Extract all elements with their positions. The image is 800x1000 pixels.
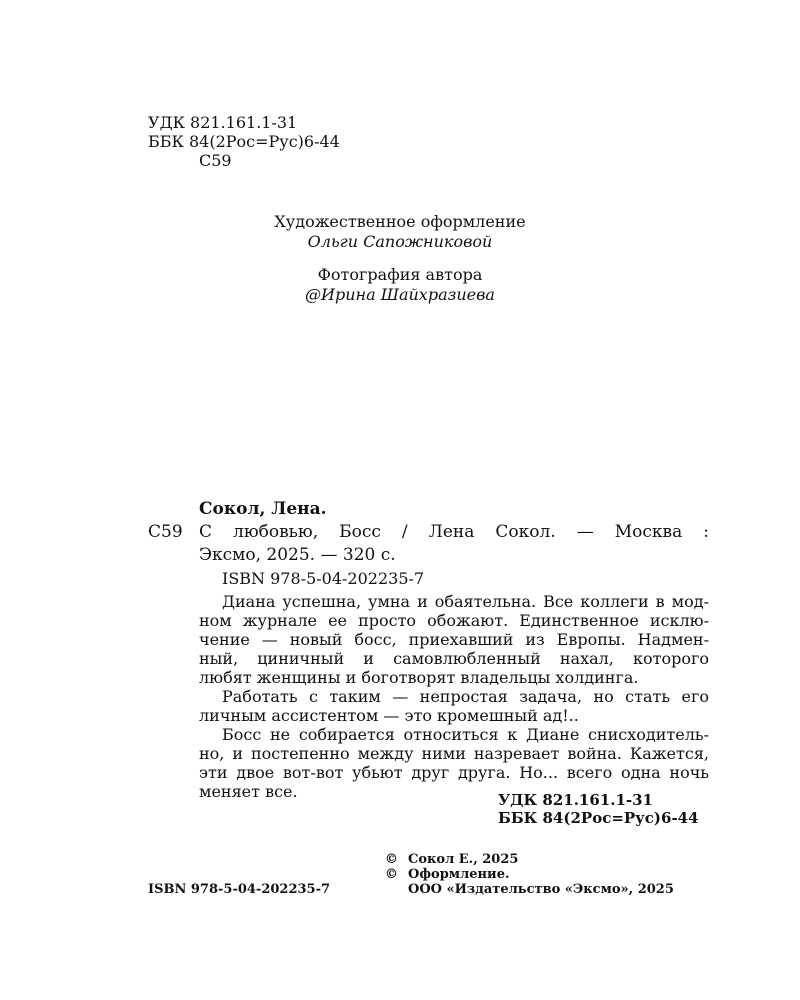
copyright-design: Оформление. (408, 867, 510, 882)
design-credit-name: Ольги Сапожниковой (307, 232, 493, 251)
design-credit-label: Художественное оформление (274, 212, 526, 231)
annotation-line: Диана успешна, умна и обаятельна. Все коллеги в мод- (222, 592, 709, 611)
photo-credit-label: Фотография автора (317, 265, 483, 284)
photo-credit-name: @Ирина Шайхразиева (305, 285, 495, 304)
footer-isbn: ISBN 978-5-04-202235-7 (148, 882, 331, 897)
author-code-top: С59 (199, 151, 232, 170)
annotation-line: эти двое вот-вот убьют друг друга. Но... всего одна ночь (199, 763, 709, 782)
record-title-line1: С любовью, Босс / Лена Сокол. — Москва : (199, 522, 709, 542)
copyright-symbol: © (385, 867, 398, 882)
udk-bottom: УДК 821.161.1-31 (498, 791, 653, 809)
annotation-line: чение — новый босс, приехавший из Европы. Надмен- (199, 630, 709, 649)
annotation-line: меняет все. (199, 782, 298, 801)
record-isbn: ISBN 978-5-04-202235-7 (222, 569, 425, 588)
copyright-publisher: ООО «Издательство «Эксмо», 2025 (408, 882, 674, 897)
record-title-line2: Эксмо, 2025. — 320 с. (199, 545, 396, 565)
bbk-top: ББК 84(2Рос=Рус)6-44 (148, 132, 340, 151)
annotation-line: личным ассистентом — это кромешный ад!.. (199, 706, 579, 725)
annotation-line: ный, циничный и самовлюбленный нахал, которого (199, 649, 709, 668)
copyright-symbol: © (385, 852, 398, 867)
annotation-line: ном журнале ее просто обожают. Единственное исклю- (199, 611, 709, 630)
annotation-line: любят женщины и боготворят владельцы холдинга. (199, 668, 639, 687)
annotation-line: Работать с таким — непростая задача, но стать его (222, 687, 709, 706)
record-code: С59 (148, 522, 183, 542)
annotation-line: но, и постепенно между ними назревает война. Кажется, (199, 744, 709, 763)
bbk-bottom: ББК 84(2Рос=Рус)6-44 (498, 809, 699, 827)
record-heading: Сокол, Лена. (199, 499, 327, 519)
copyright-author: Сокол Е., 2025 (408, 852, 519, 867)
annotation-line: Босс не собирается относиться к Диане снисходитель- (222, 725, 709, 744)
udk-top: УДК 821.161.1-31 (148, 113, 298, 132)
